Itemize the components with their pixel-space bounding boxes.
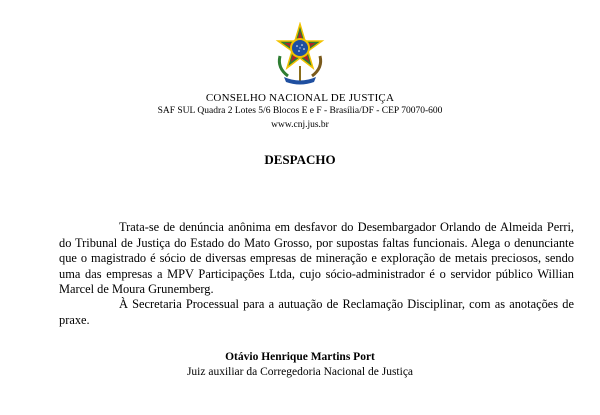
signatory-role: Juiz auxiliar da Corregedoria Nacional de Justiça: [186, 366, 414, 378]
paragraph-2: [59, 297, 574, 328]
paragraph-1: [59, 220, 574, 298]
organization-name: CONSELHO NACIONAL DE JUSTIÇA: [205, 92, 395, 104]
document-title: DESPACHO: [264, 152, 336, 167]
coat-of-arms-icon: [274, 22, 326, 86]
paragraph-2-text: À Secretaria Processual para a autuação de Reclamação Disciplinar, com as anotações de praxe.: [59, 297, 574, 327]
organization-address: SAF SUL Quadra 2 Lotes 5/6 Blocos E e F - Brasília/DF - CEP 70070-600: [157, 106, 443, 116]
paragraph-1-text: Trata-se de denúncia anônima em desfavor do Desembargador Orlando de Almeida Perri, do Tribunal de Justiça do Estado do Mato Grosso, por supostas faltas funcionais. Alega o denunciante que o magistrado é sócio de diversas empresas de mineração e exploração de metais preciosos, sendo uma das empresas a MPV Participações Ltda, cujo sócio-administrador é o servidor público Willian Marcel de Moura Grunemberg.: [59, 220, 574, 297]
signatory-name: Otávio Henrique Martins Port: [225, 351, 375, 363]
organization-website: www.cnj.jus.br: [271, 120, 329, 130]
